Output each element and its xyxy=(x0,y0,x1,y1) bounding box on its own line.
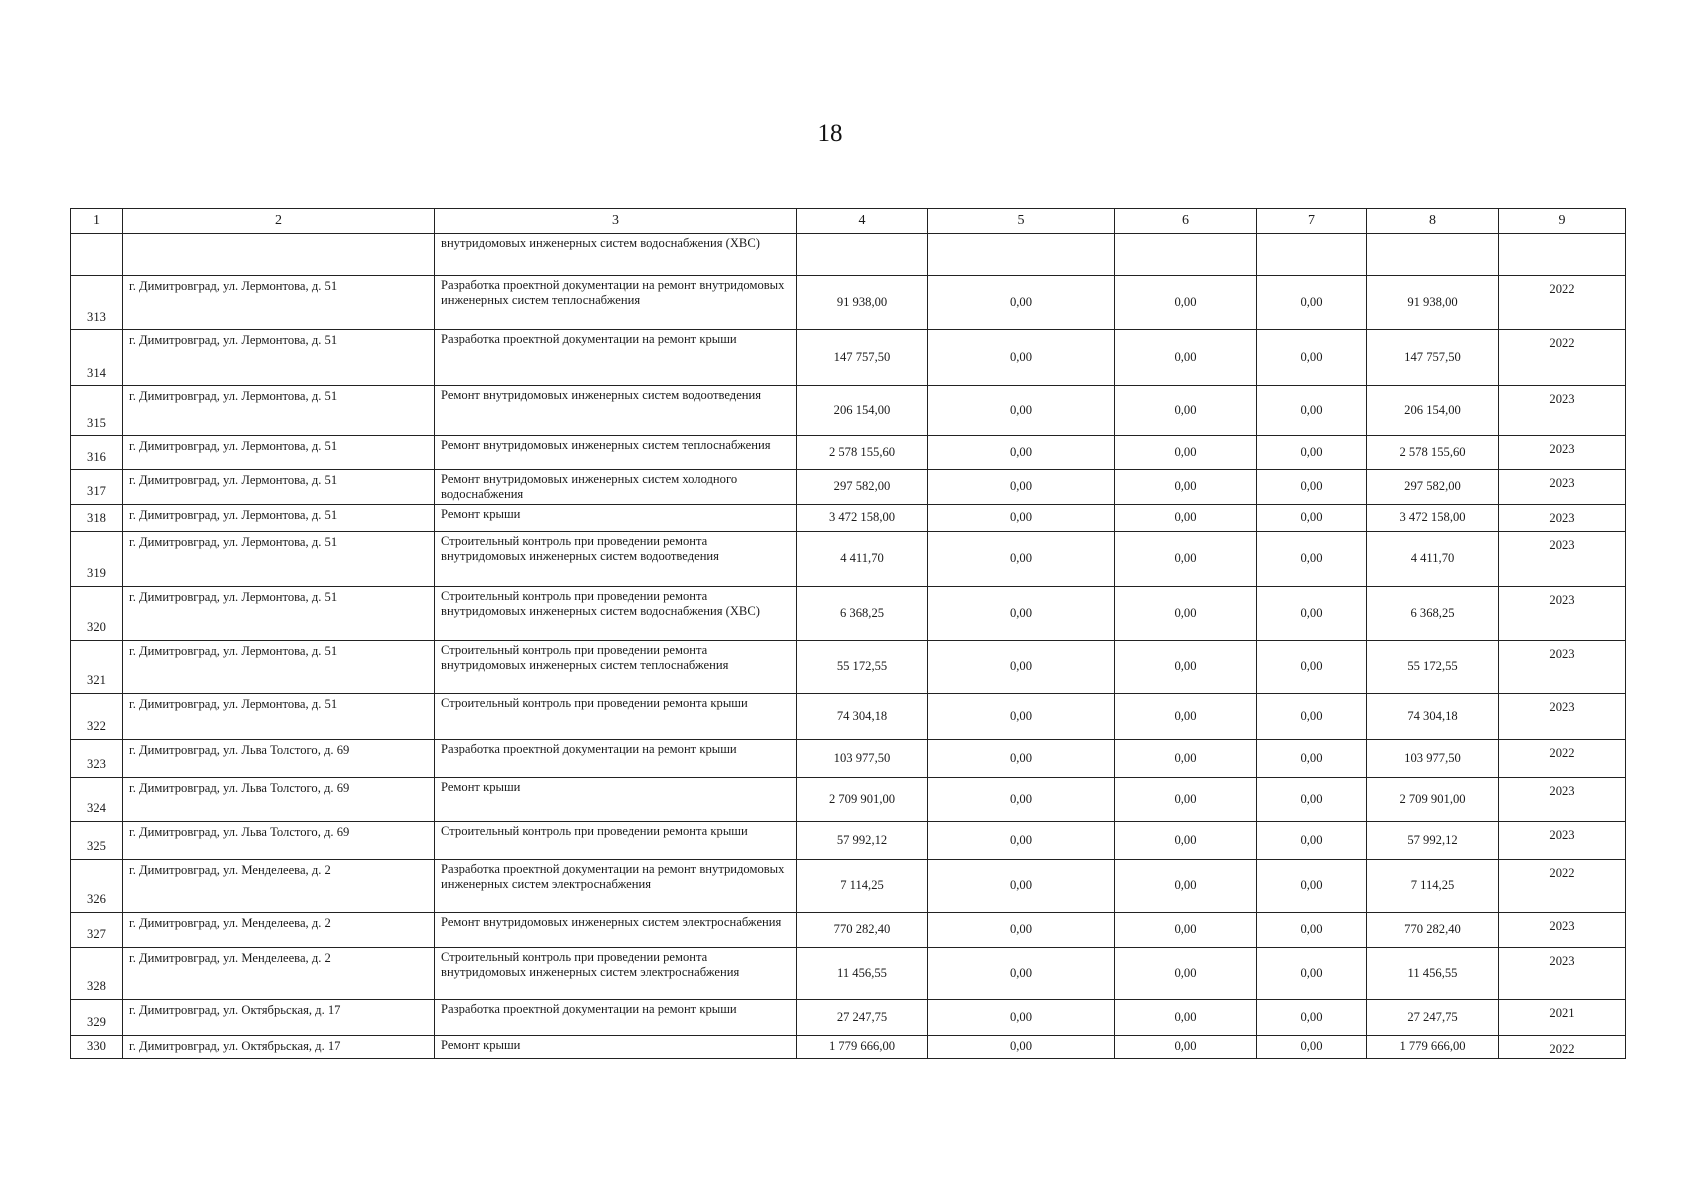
col8-cost-cell: 11 456,55 xyxy=(1367,947,1499,999)
work-type-cell: Ремонт внутридомовых инженерных систем теплоснабжения xyxy=(435,436,797,470)
year-cell: 2022 xyxy=(1499,330,1626,386)
row-number: 315 xyxy=(71,386,123,436)
address-cell: г. Димитровград, ул. Льва Толстого, д. 69 xyxy=(123,739,435,777)
col6-cost-cell: 0,00 xyxy=(1115,739,1257,777)
address-cell: г. Димитровград, ул. Льва Толстого, д. 69 xyxy=(123,821,435,859)
column-header-5: 5 xyxy=(928,209,1115,234)
row-number: 320 xyxy=(71,586,123,640)
col8-cost-cell: 91 938,00 xyxy=(1367,276,1499,330)
row-number: 322 xyxy=(71,693,123,739)
work-type-cell: Строительный контроль при проведении ремонта внутридомовых инженерных систем водоотведения xyxy=(435,531,797,586)
col7-cost-cell: 0,00 xyxy=(1257,436,1367,470)
col6-cost-cell: 0,00 xyxy=(1115,436,1257,470)
row-number: 321 xyxy=(71,640,123,693)
col5-cost-cell: 0,00 xyxy=(928,777,1115,821)
col7-cost-cell: 0,00 xyxy=(1257,531,1367,586)
row-number: 319 xyxy=(71,531,123,586)
col7-cost-cell: 0,00 xyxy=(1257,821,1367,859)
total-cost-cell: 2 709 901,00 xyxy=(797,777,928,821)
col5-cost-cell: 0,00 xyxy=(928,436,1115,470)
table-row xyxy=(71,531,1626,586)
row-number: 317 xyxy=(71,470,123,505)
year-cell: 2023 xyxy=(1499,640,1626,693)
total-cost-cell: 1 779 666,00 xyxy=(797,1035,928,1058)
total-cost-cell: 11 456,55 xyxy=(797,947,928,999)
table-row xyxy=(71,777,1626,821)
work-type-cell: Строительный контроль при проведении ремонта внутридомовых инженерных систем электроснабжения xyxy=(435,947,797,999)
col6-cost-cell: 0,00 xyxy=(1115,859,1257,912)
col6-cost-cell: 0,00 xyxy=(1115,470,1257,505)
table-row xyxy=(71,330,1626,386)
column-header-6: 6 xyxy=(1115,209,1257,234)
col6-cost-cell: 0,00 xyxy=(1115,947,1257,999)
col8-cost-cell: 1 779 666,00 xyxy=(1367,1035,1499,1058)
table-row xyxy=(71,912,1626,947)
row-number: 326 xyxy=(71,859,123,912)
col5-cost-cell: 0,00 xyxy=(928,640,1115,693)
col7-cost-cell: 0,00 xyxy=(1257,739,1367,777)
total-cost-cell: 74 304,18 xyxy=(797,693,928,739)
address-cell: г. Димитровград, ул. Лермонтова, д. 51 xyxy=(123,640,435,693)
col5-cost-cell: 0,00 xyxy=(928,586,1115,640)
year-cell: 2023 xyxy=(1499,586,1626,640)
work-type-cell: Разработка проектной документации на ремонт внутридомовых инженерных систем теплоснабжения xyxy=(435,276,797,330)
col7-cost-cell: 0,00 xyxy=(1257,276,1367,330)
col5-cost-cell: 0,00 xyxy=(928,504,1115,531)
work-type-cell: Строительный контроль при проведении ремонта внутридомовых инженерных систем теплоснабжения xyxy=(435,640,797,693)
col7-cost-cell: 0,00 xyxy=(1257,1035,1367,1058)
work-type-cell: Разработка проектной документации на ремонт крыши xyxy=(435,999,797,1035)
col8-cost-cell: 27 247,75 xyxy=(1367,999,1499,1035)
table-body xyxy=(71,234,1626,1059)
table-row xyxy=(71,640,1626,693)
col8-cost-cell: 74 304,18 xyxy=(1367,693,1499,739)
row-number: 328 xyxy=(71,947,123,999)
col8-cost-cell: 2 578 155,60 xyxy=(1367,436,1499,470)
year-cell: 2023 xyxy=(1499,386,1626,436)
col7-cost-cell: 0,00 xyxy=(1257,999,1367,1035)
year-cell: 2022 xyxy=(1499,1035,1626,1058)
column-header-4: 4 xyxy=(797,209,928,234)
address-cell: г. Димитровград, ул. Лермонтова, д. 51 xyxy=(123,693,435,739)
col6-cost-cell: 0,00 xyxy=(1115,693,1257,739)
year-cell: 2021 xyxy=(1499,999,1626,1035)
work-type-cell: Строительный контроль при проведении ремонта внутридомовых инженерных систем водоснабжения (ХВС) xyxy=(435,586,797,640)
address-cell: г. Димитровград, ул. Лермонтова, д. 51 xyxy=(123,330,435,386)
address-cell: г. Димитровград, ул. Лермонтова, д. 51 xyxy=(123,586,435,640)
col7-cost-cell: 0,00 xyxy=(1257,386,1367,436)
row-number: 316 xyxy=(71,436,123,470)
col5-cost-cell: 0,00 xyxy=(928,912,1115,947)
page-number: 18 xyxy=(817,120,843,147)
col7-cost-cell: 0,00 xyxy=(1257,693,1367,739)
column-header-3: 3 xyxy=(435,209,797,234)
table-row xyxy=(71,859,1626,912)
continuation-cell-7 xyxy=(1257,234,1367,276)
total-cost-cell: 2 578 155,60 xyxy=(797,436,928,470)
year-cell: 2023 xyxy=(1499,504,1626,531)
col8-cost-cell: 2 709 901,00 xyxy=(1367,777,1499,821)
address-cell: г. Димитровград, ул. Менделеева, д. 2 xyxy=(123,912,435,947)
row-number: 325 xyxy=(71,821,123,859)
col8-cost-cell: 297 582,00 xyxy=(1367,470,1499,505)
column-header-1: 1 xyxy=(71,209,123,234)
row-number: 327 xyxy=(71,912,123,947)
total-cost-cell: 7 114,25 xyxy=(797,859,928,912)
col5-cost-cell: 0,00 xyxy=(928,999,1115,1035)
year-cell: 2022 xyxy=(1499,276,1626,330)
row-number: 313 xyxy=(71,276,123,330)
address-cell: г. Димитровград, ул. Лермонтова, д. 51 xyxy=(123,531,435,586)
col5-cost-cell: 0,00 xyxy=(928,821,1115,859)
address-cell: г. Димитровград, ул. Октябрьская, д. 17 xyxy=(123,999,435,1035)
col7-cost-cell: 0,00 xyxy=(1257,504,1367,531)
row-number: 324 xyxy=(71,777,123,821)
col5-cost-cell: 0,00 xyxy=(928,386,1115,436)
total-cost-cell: 91 938,00 xyxy=(797,276,928,330)
year-cell: 2023 xyxy=(1499,436,1626,470)
address-cell: г. Димитровград, ул. Менделеева, д. 2 xyxy=(123,947,435,999)
address-cell: г. Димитровград, ул. Льва Толстого, д. 69 xyxy=(123,777,435,821)
continuation-cell-6 xyxy=(1115,234,1257,276)
col6-cost-cell: 0,00 xyxy=(1115,912,1257,947)
column-header-2: 2 xyxy=(123,209,435,234)
col8-cost-cell: 103 977,50 xyxy=(1367,739,1499,777)
col6-cost-cell: 0,00 xyxy=(1115,586,1257,640)
col8-cost-cell: 206 154,00 xyxy=(1367,386,1499,436)
col6-cost-cell: 0,00 xyxy=(1115,777,1257,821)
address-cell: г. Димитровград, ул. Лермонтова, д. 51 xyxy=(123,504,435,531)
col8-cost-cell: 57 992,12 xyxy=(1367,821,1499,859)
year-cell: 2023 xyxy=(1499,777,1626,821)
col7-cost-cell: 0,00 xyxy=(1257,586,1367,640)
year-cell: 2023 xyxy=(1499,470,1626,505)
col7-cost-cell: 0,00 xyxy=(1257,640,1367,693)
col8-cost-cell: 3 472 158,00 xyxy=(1367,504,1499,531)
column-number-header-row xyxy=(71,209,1626,234)
work-type-cell: Ремонт крыши xyxy=(435,777,797,821)
address-cell: г. Димитровград, ул. Лермонтова, д. 51 xyxy=(123,436,435,470)
repair-program-table xyxy=(70,208,1626,1059)
work-type-cell: Ремонт крыши xyxy=(435,504,797,531)
address-cell: г. Димитровград, ул. Лермонтова, д. 51 xyxy=(123,470,435,505)
total-cost-cell: 27 247,75 xyxy=(797,999,928,1035)
total-cost-cell: 55 172,55 xyxy=(797,640,928,693)
col8-cost-cell: 770 282,40 xyxy=(1367,912,1499,947)
address-cell: г. Димитровград, ул. Октябрьская, д. 17 xyxy=(123,1035,435,1058)
continuation-cell-5 xyxy=(928,234,1115,276)
row-number: 314 xyxy=(71,330,123,386)
col8-cost-cell: 4 411,70 xyxy=(1367,531,1499,586)
row-number: 330 xyxy=(71,1035,123,1058)
total-cost-cell: 6 368,25 xyxy=(797,586,928,640)
table-row xyxy=(71,504,1626,531)
work-type-cell: Разработка проектной документации на ремонт крыши xyxy=(435,330,797,386)
col6-cost-cell: 0,00 xyxy=(1115,330,1257,386)
col8-cost-cell: 55 172,55 xyxy=(1367,640,1499,693)
col6-cost-cell: 0,00 xyxy=(1115,531,1257,586)
table-row xyxy=(71,821,1626,859)
continuation-row xyxy=(71,234,1626,276)
year-cell: 2023 xyxy=(1499,821,1626,859)
total-cost-cell: 103 977,50 xyxy=(797,739,928,777)
col7-cost-cell: 0,00 xyxy=(1257,912,1367,947)
col5-cost-cell: 0,00 xyxy=(928,739,1115,777)
col5-cost-cell: 0,00 xyxy=(928,693,1115,739)
table-row xyxy=(71,470,1626,505)
col8-cost-cell: 6 368,25 xyxy=(1367,586,1499,640)
col5-cost-cell: 0,00 xyxy=(928,470,1115,505)
col7-cost-cell: 0,00 xyxy=(1257,947,1367,999)
work-type-cell: Разработка проектной документации на ремонт крыши xyxy=(435,739,797,777)
continuation-cell-address xyxy=(123,234,435,276)
continuation-cell-4 xyxy=(797,234,928,276)
total-cost-cell: 147 757,50 xyxy=(797,330,928,386)
col8-cost-cell: 147 757,50 xyxy=(1367,330,1499,386)
work-type-cell: Ремонт внутридомовых инженерных систем электроснабжения xyxy=(435,912,797,947)
work-type-cell: Разработка проектной документации на ремонт внутридомовых инженерных систем электроснабжения xyxy=(435,859,797,912)
table-row xyxy=(71,947,1626,999)
col6-cost-cell: 0,00 xyxy=(1115,821,1257,859)
table-row xyxy=(71,1035,1626,1058)
work-type-cell: Строительный контроль при проведении ремонта крыши xyxy=(435,693,797,739)
work-type-cell: Ремонт крыши xyxy=(435,1035,797,1058)
year-cell: 2023 xyxy=(1499,947,1626,999)
table-row xyxy=(71,276,1626,330)
continuation-cell-8 xyxy=(1367,234,1499,276)
col8-cost-cell: 7 114,25 xyxy=(1367,859,1499,912)
total-cost-cell: 57 992,12 xyxy=(797,821,928,859)
address-cell: г. Димитровград, ул. Лермонтова, д. 51 xyxy=(123,386,435,436)
col6-cost-cell: 0,00 xyxy=(1115,640,1257,693)
row-number: 318 xyxy=(71,504,123,531)
work-type-cell: Ремонт внутридомовых инженерных систем водоотведения xyxy=(435,386,797,436)
table-row xyxy=(71,693,1626,739)
col7-cost-cell: 0,00 xyxy=(1257,859,1367,912)
total-cost-cell: 4 411,70 xyxy=(797,531,928,586)
address-cell: г. Димитровград, ул. Менделеева, д. 2 xyxy=(123,859,435,912)
col7-cost-cell: 0,00 xyxy=(1257,330,1367,386)
year-cell: 2022 xyxy=(1499,859,1626,912)
table-row xyxy=(71,386,1626,436)
repair-program-table-wrap xyxy=(70,208,1625,1059)
col7-cost-cell: 0,00 xyxy=(1257,470,1367,505)
year-cell: 2023 xyxy=(1499,531,1626,586)
column-header-9: 9 xyxy=(1499,209,1626,234)
row-number: 323 xyxy=(71,739,123,777)
year-cell: 2023 xyxy=(1499,912,1626,947)
col6-cost-cell: 0,00 xyxy=(1115,504,1257,531)
col5-cost-cell: 0,00 xyxy=(928,276,1115,330)
total-cost-cell: 297 582,00 xyxy=(797,470,928,505)
col6-cost-cell: 0,00 xyxy=(1115,386,1257,436)
total-cost-cell: 206 154,00 xyxy=(797,386,928,436)
col6-cost-cell: 0,00 xyxy=(1115,276,1257,330)
row-number: 329 xyxy=(71,999,123,1035)
continuation-cell-num xyxy=(71,234,123,276)
total-cost-cell: 3 472 158,00 xyxy=(797,504,928,531)
col5-cost-cell: 0,00 xyxy=(928,947,1115,999)
year-cell: 2022 xyxy=(1499,739,1626,777)
col5-cost-cell: 0,00 xyxy=(928,859,1115,912)
continuation-cell-9 xyxy=(1499,234,1626,276)
table-row xyxy=(71,436,1626,470)
address-cell: г. Димитровград, ул. Лермонтова, д. 51 xyxy=(123,276,435,330)
col6-cost-cell: 0,00 xyxy=(1115,999,1257,1035)
year-cell: 2023 xyxy=(1499,693,1626,739)
work-type-cell: Строительный контроль при проведении ремонта крыши xyxy=(435,821,797,859)
total-cost-cell: 770 282,40 xyxy=(797,912,928,947)
work-type-cell: Ремонт внутридомовых инженерных систем холодного водоснабжения xyxy=(435,470,797,505)
col5-cost-cell: 0,00 xyxy=(928,1035,1115,1058)
col7-cost-cell: 0,00 xyxy=(1257,777,1367,821)
col5-cost-cell: 0,00 xyxy=(928,531,1115,586)
column-header-8: 8 xyxy=(1367,209,1499,234)
table-row xyxy=(71,586,1626,640)
column-header-7: 7 xyxy=(1257,209,1367,234)
table-row xyxy=(71,739,1626,777)
col6-cost-cell: 0,00 xyxy=(1115,1035,1257,1058)
table-row xyxy=(71,999,1626,1035)
continuation-work-text: внутридомовых инженерных систем водоснабжения (ХВС) xyxy=(435,234,797,276)
col5-cost-cell: 0,00 xyxy=(928,330,1115,386)
